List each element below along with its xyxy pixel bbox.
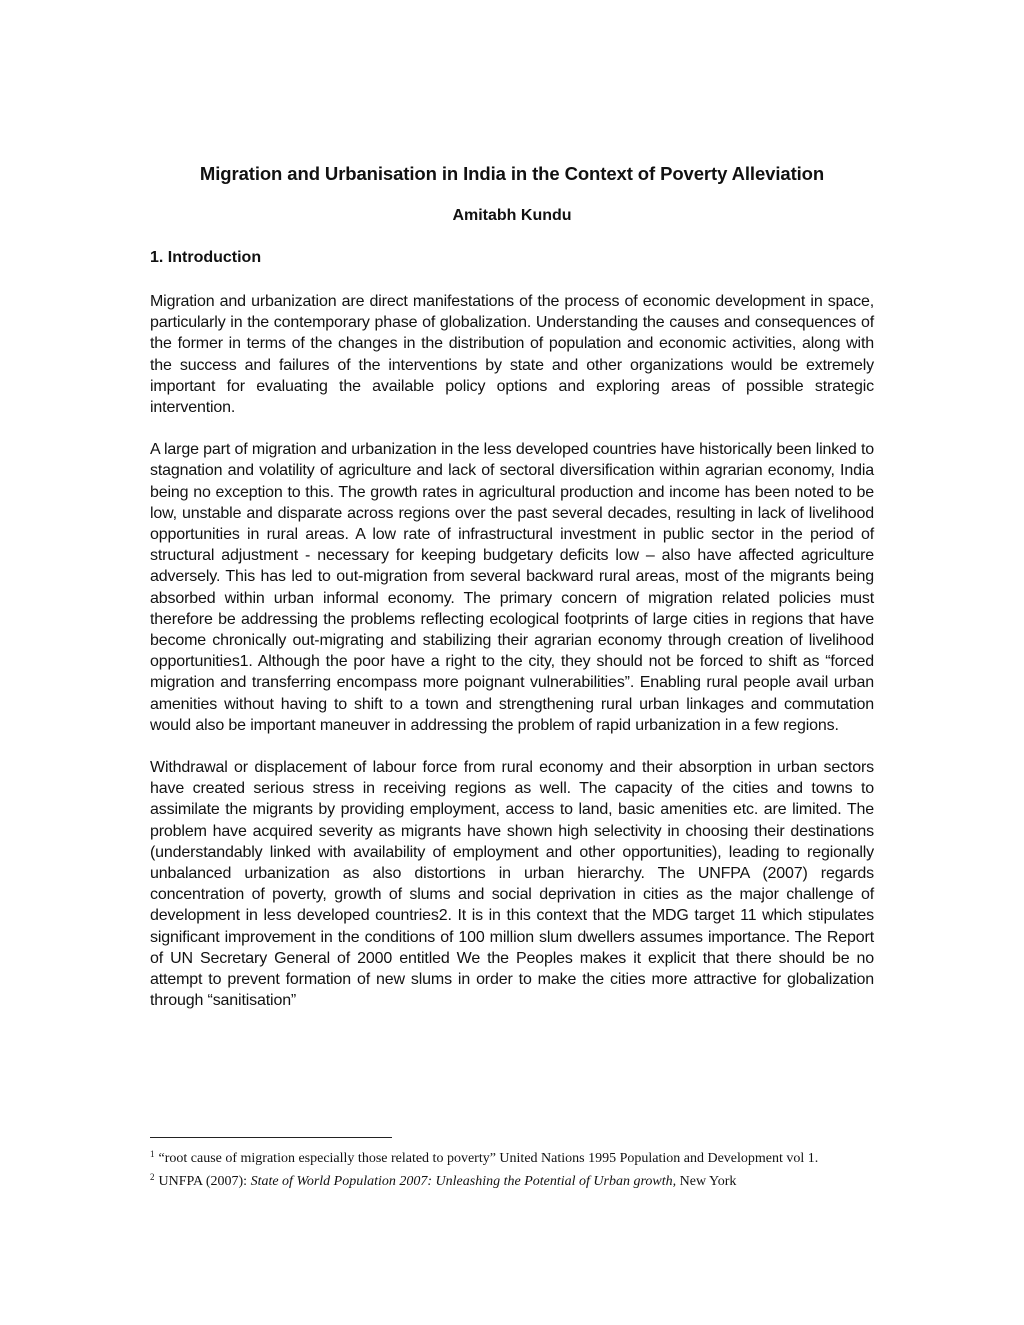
footnote-2 [150,1168,874,1191]
document-title: Migration and Urbanisation in India in the Context of Poverty Alleviation [199,163,825,184]
document-page [150,160,874,1012]
footnote-marker: 2 [150,1172,155,1182]
body-paragraph-1: Migration and urbanization are direct manifestations of the process of economic development in space, particularly in the contemporary phase of globalization. Understanding the causes and consequences of the former in terms of the changes in the distribution of population and economic activities, along with the success and failures of the interventions by state and other organizations would be extremely important for evaluating the available policy options and exploring areas of possible strategic intervention. [150,293,874,417]
author-name: Amitabh Kundu [452,207,572,224]
footnote-text-end: New York [676,1174,737,1189]
footnotes [150,1145,874,1191]
section-heading: 1. Introduction [150,249,262,266]
footnote-italic-title: State of World Population 2007: Unleashing the Potential of Urban growth, [250,1174,677,1189]
footnote-text: “root cause of migration especially those related to poverty” United Nations 1995 Population and Development vol 1. [158,1151,819,1166]
footnote-text: UNFPA (2007): [158,1174,251,1189]
footnote-1 [150,1145,874,1168]
body-paragraph-3: Withdrawal or displacement of labour force from rural economy and their absorption in urban sectors have created serious stress in receiving regions as well. The capacity of the cities and towns to assimilate the migrants by providing employment, access to land, basic amenities etc. are limited. The problem have acquired severity as migrants have shown high selectivity in choosing their destinations (understandably linked with availability of employment and other opportunities), leading to regionally unbalanced urbanization as also distortions in urban hierarchy. The UNFPA (2007) regards concentration of poverty, growth of slums and social deprivation in cities as the major challenge of development in less developed countries2. It is in this context that the MDG target 11 which stipulates significant improvement in the conditions of 100 million slum dwellers assumes importance. The Report of UN Secretary General of 2000 entitled We the Peoples makes it explicit that there should be no attempt to prevent formation of new slums in order to make the cities more attractive for globalization through “sanitisation” [150,759,874,1010]
footnote-divider [150,1137,392,1138]
body-paragraph-2: A large part of migration and urbanization in the less developed countries have historically been linked to stagnation and volatility of agriculture and lack of sectoral diversification within agrarian economy, India being no exception to this. The growth rates in agricultural production and income has been noted to be low, unstable and disparate across regions over the past several decades, resulting in lack of livelihood opportunities in rural areas. A low rate of infrastructural investment in public sector in the period of structural adjustment - necessary for keeping budgetary deficits low – also have affected agriculture adversely. This has led to out-migration from several backward rural areas, most of the migrants being absorbed within urban informal economy. The primary concern of migration related policies must therefore be addressing the problems reflecting ecological footprints of large cities in regions that have become chronically out-migrating and stabilizing their agrarian economy through creation of livelihood opportunities1. Although the poor have a right to the city, they should not be forced to shift as “forced migration and transferring encompass more poignant vulnerabilities”. Enabling rural people avail urban amenities without having to shift to a town and strengthening rural urban linkages and commutation would also be important maneuver in addressing the problem of rapid urbanization in a few regions. [150,441,874,734]
footnote-marker: 1 [150,1149,155,1159]
